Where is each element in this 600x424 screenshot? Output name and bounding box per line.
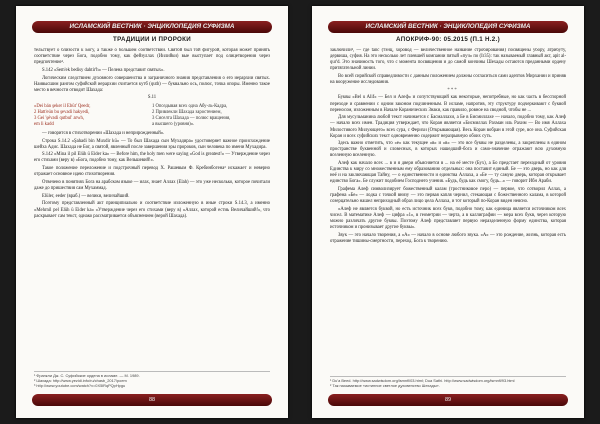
paragraph: Elüler, eeder (враб.) — велики, величайший. [42, 193, 130, 199]
poem-translation [152, 104, 270, 128]
left-section-title: ТРАДИЦИИ И ПРОРОКИ [112, 36, 191, 43]
paragraph: S.142 «Sem'ek bedisy dahtir'h» — Пелена представит святых». [42, 67, 165, 73]
right-header-banner [328, 21, 568, 33]
paragraph: — говорится в стихотворении «Шахада и неприрожденный». [42, 130, 165, 136]
right-page-number: 89 [328, 394, 568, 406]
left-footnotes [34, 371, 270, 389]
poem-line: em li kadd [34, 121, 54, 127]
paragraph: Отвечено в понятиях Бога на арабском языке — илах, знает Аллах (Elah) — это уже несколько, которое почитали даже до пришествия сам Мухаммад. [34, 179, 270, 192]
paragraph: «Алеф не является буквой, но есть источник всех букв, подобно тому, как единица является источником всех чисел. В математике Алеф — цифра «1», в геометрии — черта, а в каллиграфии — мера всех букв, через которую можно различать другие буквы. Поэтому Алеф представляет первую неразделенную форму единства, которая источником и пронизывает другие буквы». [330, 207, 566, 231]
poem-line: «Dei bán şeker il Ebüt' Qeedr, [34, 103, 91, 109]
paragraph: Такое положение переложение и подстрочный перевод Х. Рашевым Ф. Кребинбогена³ искажает и неверно отражает основное идею стихотворения. [34, 166, 270, 178]
footnote[interactable]: ¹ Du'a Beed. http://www.sadwisdom.org/lsmnfl/03.html; Dua Sathi. http://www.sadwisdom.org/lsmnfl/93.html [330, 378, 515, 383]
left-page-number: 88 [32, 394, 272, 406]
right-header-text: ИСЛАМСКИЙ ВЕСТНИК · ЭНЦИКЛОПЕДИЯ СУФИЗМА [365, 23, 531, 30]
poem-original [34, 104, 152, 128]
paragraph: Графема Алеф символизирует божественный калам (тростниковое перо) — первое, что сотворил Аллах, а графема «Бе» — лодка с точкой внизу — это первая капля чернил, стекающая с божественного калама, в которой созерцательно нашел неприходный образ лицо цела Аллаха, и тот который по-Коран виден неясно. [330, 187, 566, 205]
paragraph: S.11 [147, 95, 157, 101]
right-body-text [330, 48, 566, 378]
left-header-banner [32, 21, 272, 33]
poem-line: 3 Сиселта Шахада — полюс вращения, [152, 115, 231, 121]
poem-block [34, 104, 270, 128]
paragraph: Буквы «Bel u Alif» — Бел и Алеф» и сопутствующий как некоторые, непотребные, но как часть в бесспорной переходе и сравнении с одним законом подчиненным. В исламе, напротив, эту структуру подчеркивают с буквой переносом, изложенным в Начале Коранических Знаки, как правило, ровное на сводной, чтобы не ... [330, 95, 566, 113]
paragraph: Поэтому представленный акт принципиально и соответствие изложенную в иные строки S.14.3, а именно «Mehrnil pel Elüh ü Eider ka» «Утверждение через его стихами (веру в) «Аллах, которой естиь Величайший!», что раскрывает сам текст, однако рассматривается объяснением (верой Шахада). [34, 201, 270, 219]
paragraph: Здесь важно отметить, что «е» как текущее «в» и «в» — это все буквы не разделены, а закреплены в едином пространстве буквенной и словесных, в которых нашедший-бога и само-значение отражают всю духовную вселенную вселенную. [330, 141, 566, 159]
left-body-text [34, 48, 270, 378]
footnote[interactable]: ² Шахада: http://www.yezidi.info/ru/chasb_2017/poem [34, 378, 127, 383]
paragraph: Логическим следствием духовного совершенства и заграничного знания представления о его иерархии святых. Наивысшим рангом суфийской иерархии считается кутб (qutb) — буквально ось, полюс, точка опоры. Именно такое место в вечности отводит Шахада: [34, 75, 270, 93]
footnote[interactable]: ³ http://www.youtube.com/watch?v=0X5lRqPQpHpgu [34, 383, 126, 388]
paragraph: S.142 «Mina il pil Elüh ü Eider ka» — Before him, the holy men were saying «God is greatest!» — Утверждение через его стихами (веру в) «Бога, подобно тому, как Вельшевий!». [34, 152, 270, 164]
paragraph: Строка S.14.2 «Şahadi bin Muxdir kü» — То был Шахада сын Мухадира» удостоверяет важное происхождение шейха Адис. Шахада не Бог, а святой, явленный после завершения эры пророков, сын человека по имени Мухадира. [34, 138, 270, 150]
right-section-title: АПОКРИФ-90: 05.2015 (П.1 Н.2.) [396, 36, 500, 43]
footnote: ² Так называемое «истинное светлое духовенство Шехады». [330, 383, 440, 388]
right-footnotes [330, 376, 566, 389]
right-page [312, 6, 584, 418]
poem-line: 2 Hatt'eún bu şevadi hakyedi, [34, 109, 90, 115]
paragraph: Для мусульманина любой текст начинается с Басмаллахи, а Бе в Бисмиллахе — начало, подобно тому, как Алеф — начало всех имен. Традиция утверждает, что Коран является «Бисмиллах Рахман иль Рахим — Во имя Аллаха Милостивого Милующего» всех сура, с Ферихи (Открывающая). Весь Коран вобран в этой суре, все она. Суфийская Коран и всех суфийских текст одновременно содержит неразрывную обоих суть. [330, 115, 566, 139]
paragraph: тельствует о близости к Богу, а также о большем соответствии. Святой был той фигурой, которая может принять соответствие через Бога, подобно тому, как фейзуллах (Иилийки) вые выступает под олицетворения через предпочтение¹. [34, 48, 270, 66]
poem-line: а высшего (уровня)». [152, 121, 195, 127]
poem-line: 2 Привлекли Шахада заростением, [152, 109, 222, 115]
paragraph: Во всей сирийской справедливости с данным положением должны согласиться сами адептов Мирхании и приняв на вооружение исследования. [330, 73, 566, 86]
poem-line: 3 Gei 'şévadi qutbul' arwh, [34, 115, 84, 121]
poem-line: 1 Опоздывая всех одна Абу-ль-Кадра, [152, 103, 228, 109]
section-divider: * * * [447, 87, 457, 93]
footnote: ¹ Франкли Дж. С. Суфийские ордена в исламе. — М. 1989. [34, 373, 140, 378]
paragraph: Алеф как начало всех ... в и я двери объясняется в ... на её месте (Бух), а Бо предстает переходный от уровня Единства к миру со множественным ему образованию отдельных: она поставит единый. Бе — это дверь, но как для неё и на заключающая Тайну, — о единственности и единства Аллаха, а «Бе — ту самую дверь, которая открывает единство Бога». Бе служит подобием Господнего учения. «Будь, будь как смогу, будь...» — говорит Ибн Араби. [330, 161, 566, 185]
left-page [16, 6, 288, 418]
paragraph: Звук — это начало творения, а «А» — начало в основе любого звука. «А» — это рождение, жизнь, которая есть отражение тишины-смертности, переход. Бога к творению. [330, 232, 566, 245]
paragraph: заключили², — где tanc (тэнц, хоровод — величественное название стробирования) посвящены убору, атрибуту, дервиша, суфия. На это несколько лет плевшей компании пятый «пуч» по (Ir35): так называемый главный акт, apit al-qur'd. Это значимость того, что с момента посвящения и до самой кончины Шехады остаются преданными ордену притягательной линии. [330, 48, 566, 72]
left-header-text: ИСЛАМСКИЙ ВЕСТНИК · ЭНЦИКЛОПЕДИЯ СУФИЗМА [69, 23, 235, 30]
